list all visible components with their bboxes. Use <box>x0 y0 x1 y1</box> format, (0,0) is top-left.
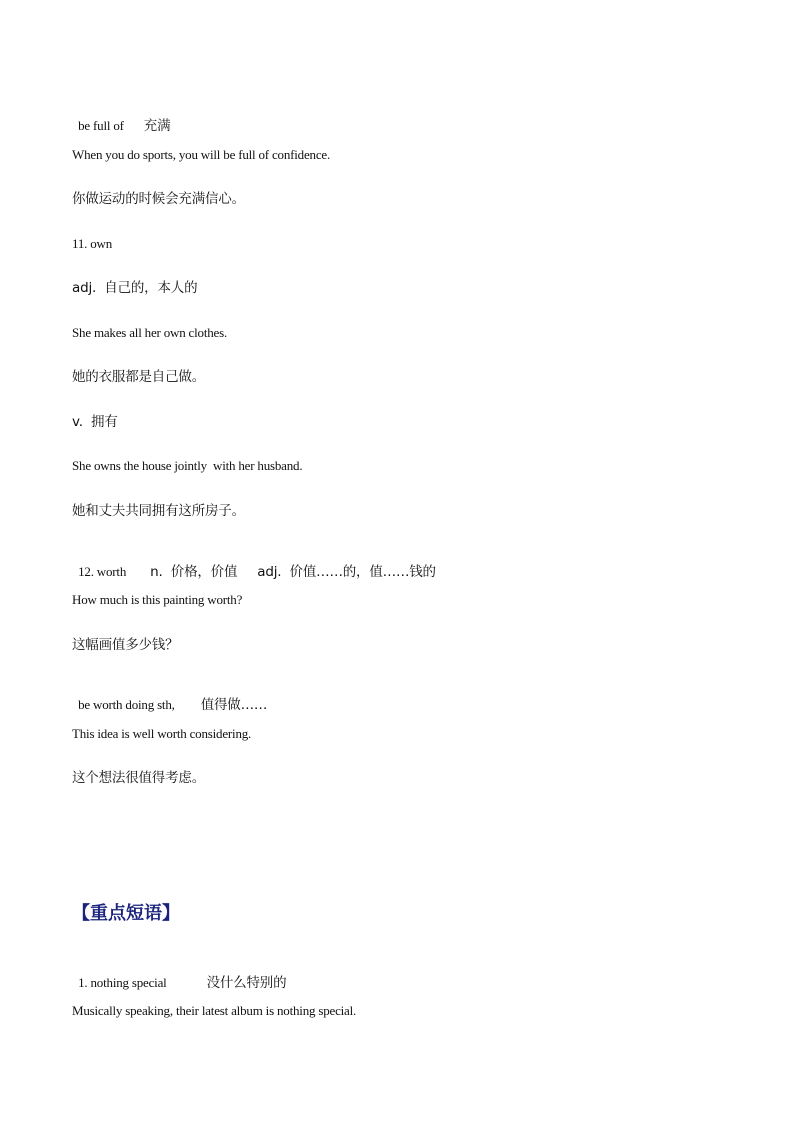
definition-adj: adj. 价值……的，值……钱的 <box>257 564 436 580</box>
example-sentence-cn: 这个想法很值得考虑。 <box>72 770 205 786</box>
section-heading: 【重点短语】 <box>72 903 180 924</box>
example-sentence-cn: 她的衣服都是自己做。 <box>72 369 205 385</box>
example-sentence-en: How much is this painting worth? <box>72 592 243 607</box>
example-sentence-en: She owns the house jointly with her husband. <box>72 458 303 473</box>
phrase-translation: 充满 <box>143 118 171 134</box>
phrase-translation: 值得做…… <box>200 697 268 713</box>
phrase-text: be worth doing sth, <box>78 697 175 712</box>
example-sentence-en: She makes all her own clothes. <box>72 325 228 340</box>
definition-noun: n. 价格，价值 <box>150 564 238 580</box>
definition-adj: adj. 自己的，本人的 <box>72 280 198 296</box>
phrase-translation: 没什么特别的 <box>206 975 287 991</box>
vocab-line-be-full-of <box>72 102 170 134</box>
word-text: 12. worth <box>78 564 127 579</box>
phrase-text: 1. nothing special <box>78 975 167 990</box>
vocab-entry-own: 11. own <box>72 236 113 251</box>
example-sentence-cn: 你做运动的时候会充满信心。 <box>72 191 245 207</box>
phrase-nothing-special <box>72 959 286 991</box>
example-sentence-cn: 她和丈夫共同拥有这所房子。 <box>72 503 245 519</box>
vocab-entry-worth <box>72 548 436 580</box>
phrase-be-worth-doing <box>72 681 267 713</box>
example-sentence-en: When you do sports, you will be full of confidence. <box>72 147 331 162</box>
phrase-text: be full of <box>78 118 124 133</box>
example-sentence-en: This idea is well worth considering. <box>72 726 252 741</box>
definition-verb: v. 拥有 <box>72 414 118 430</box>
example-sentence-en: Musically speaking, their latest album is nothing special. <box>72 1003 357 1018</box>
example-sentence-cn: 这幅画值多少钱？ <box>72 637 179 653</box>
